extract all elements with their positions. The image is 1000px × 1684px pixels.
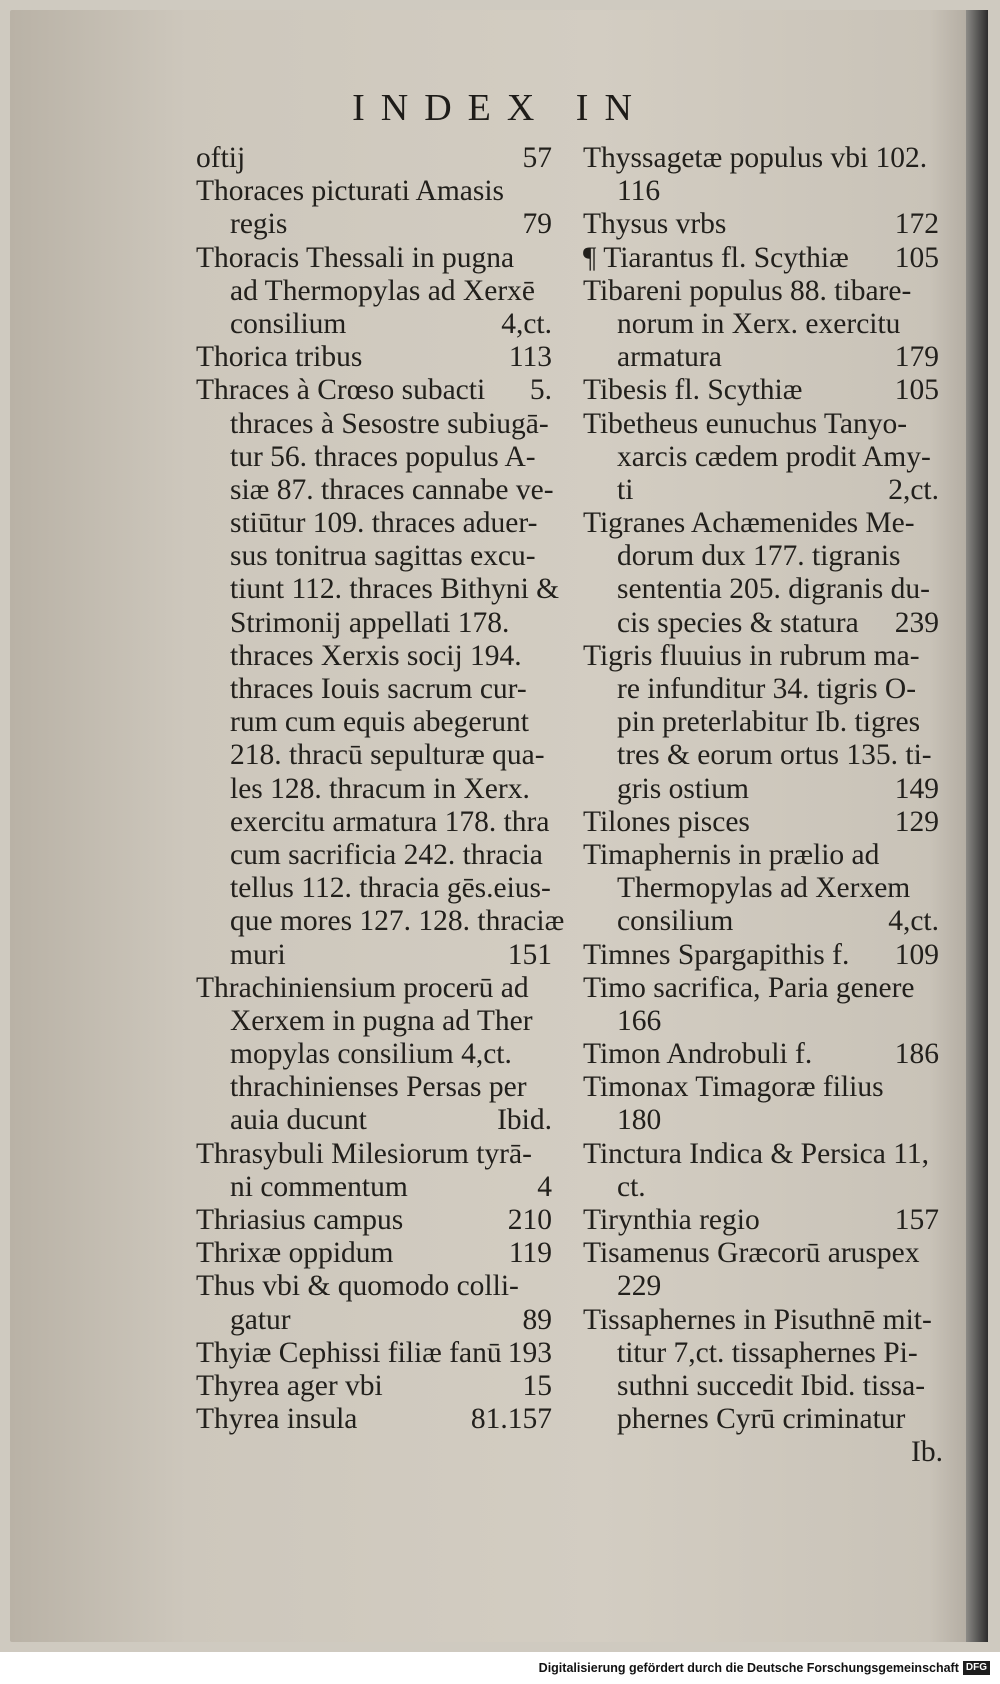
index-text: Tisamenus Græcorū aruspex: [583, 1237, 920, 1270]
index-text: Thyiæ Cephissi filiæ fanū: [196, 1336, 502, 1369]
index-text: que mores 127. 128. thraciæ: [230, 905, 565, 938]
index-text: tur 56. thraces populus A-: [230, 440, 536, 473]
index-text: Thorica tribus: [196, 341, 363, 374]
index-entry: [196, 1237, 556, 1270]
index-line: [196, 1370, 556, 1403]
index-text: dorum dux 177. tigranis: [617, 540, 901, 573]
index-text: Timon Androbuli f.: [583, 1038, 813, 1071]
index-line: [583, 573, 943, 606]
index-text: ni commentum: [230, 1170, 408, 1203]
page-reference: 105: [894, 241, 939, 274]
page-reference: 109: [894, 938, 939, 971]
index-entry: [583, 640, 943, 806]
index-text: Timaphernis in prælio ad: [583, 838, 880, 871]
index-line: [583, 1204, 943, 1237]
index-line: [196, 939, 556, 972]
index-line: [583, 1337, 943, 1370]
index-line: [583, 1370, 943, 1403]
index-line: [583, 408, 943, 441]
index-text: cum sacrificia 242. thracia: [230, 838, 543, 871]
index-text: oftij: [196, 142, 246, 174]
index-line: [583, 1304, 943, 1337]
index-line: [583, 1071, 943, 1104]
index-text: armatura: [617, 341, 722, 374]
index-line: [583, 441, 943, 474]
page-reference: 129: [894, 805, 939, 838]
page-reference: 186: [894, 1038, 939, 1071]
index-text: thrachinienses Persas per: [230, 1071, 527, 1104]
index-text: consilium: [617, 905, 734, 938]
index-line: [583, 905, 943, 938]
index-line: [196, 1403, 556, 1436]
index-text: Thrasybuli Milesiorum tyrā-: [196, 1137, 532, 1170]
index-line: [196, 573, 560, 606]
index-entry: [583, 374, 943, 407]
index-text: re infunditur 34. tigris O-: [617, 673, 917, 705]
index-line: [583, 972, 943, 1005]
page-reference: 5.: [529, 374, 552, 407]
index-line: [583, 374, 943, 407]
index-entry: [583, 1204, 943, 1237]
index-entry: [583, 1304, 943, 1470]
index-line: [196, 242, 556, 275]
index-text: tres & eorum ortus 135. ti-: [617, 739, 932, 772]
index-entry: [583, 1138, 943, 1204]
index-entry: [583, 208, 943, 241]
index-line: [583, 341, 943, 374]
index-entry: [583, 507, 943, 640]
index-entry: [196, 1204, 556, 1237]
index-line: [583, 1038, 943, 1071]
index-line: [583, 640, 943, 673]
book-spine-edge: [966, 10, 988, 1642]
index-text: 166: [617, 1004, 662, 1037]
index-entry: [583, 1237, 943, 1303]
index-line: [583, 208, 943, 241]
running-header: INDEX IN: [352, 87, 648, 129]
index-line: [196, 408, 556, 441]
page-reference: Ibid.: [497, 1104, 552, 1137]
index-text: Tinctura Indica & Persica 11,: [583, 1137, 930, 1170]
index-text: Tissaphernes in Pisuthnē mit-: [583, 1303, 932, 1336]
index-line: [583, 806, 943, 839]
index-text: phernes Cyrū criminatur: [617, 1403, 906, 1436]
index-text: xarcis cædem prodit Amy-: [617, 440, 931, 473]
index-line: [196, 1337, 556, 1370]
index-line: [196, 1171, 556, 1204]
index-line: [583, 773, 943, 806]
index-column-left: [196, 142, 565, 1436]
index-text: titur 7,ct. tissaphernes Pi-: [617, 1336, 918, 1369]
page-reference: 239: [894, 606, 939, 639]
index-line: [196, 1071, 556, 1104]
page-reference: 4: [537, 1170, 552, 1203]
index-line: [196, 341, 556, 374]
index-line: [196, 1104, 556, 1137]
index-text: Thyrea ager vbi: [196, 1369, 383, 1402]
index-text: ti: [617, 473, 634, 506]
index-line: [196, 308, 556, 341]
index-line: [583, 308, 943, 341]
index-text: exercitu armatura 178. thra: [230, 805, 550, 838]
index-text: siæ 87. thraces cannabe ve-: [230, 473, 554, 506]
index-text: Thermopylas ad Xerxem: [617, 872, 911, 905]
index-line: [583, 1436, 943, 1469]
index-line: [196, 1204, 556, 1237]
index-text: tiunt 112. thraces Bithyni &: [230, 573, 560, 606]
index-line: [583, 706, 943, 739]
page-reference: 81.157: [470, 1403, 552, 1436]
digitization-credit: [0, 1652, 1000, 1684]
index-entry: [196, 142, 556, 175]
index-line: [196, 1138, 556, 1171]
index-entry: [583, 242, 943, 275]
index-line: [196, 706, 556, 739]
index-text: 180: [617, 1104, 662, 1137]
index-text: 218. thracū sepulturæ qua-: [230, 739, 545, 772]
index-line: [583, 1270, 943, 1303]
index-text: tellus 112. thracia gēs.eius-: [230, 872, 551, 905]
page-reference: 119: [508, 1237, 552, 1270]
index-entry: [196, 1370, 556, 1403]
index-line: [583, 1403, 943, 1436]
index-text: norum in Xerx. exercitu: [617, 307, 901, 340]
index-text: Thrixæ oppidum: [196, 1237, 394, 1270]
index-entry: [583, 972, 943, 1038]
index-text: gris ostium: [617, 772, 749, 805]
index-line: [196, 208, 556, 241]
index-line: [196, 374, 556, 407]
index-line: [583, 739, 943, 772]
index-line: [583, 507, 943, 540]
index-entry: [196, 1270, 556, 1336]
index-entry: [196, 341, 556, 374]
index-line: [196, 441, 556, 474]
index-line: [196, 1005, 556, 1038]
index-text: thraces à Sesostre subiugā-: [230, 407, 549, 440]
page-reference: 193: [507, 1336, 552, 1369]
index-entry: [196, 1138, 556, 1204]
page-reference: 89: [522, 1303, 552, 1336]
page-reference: 113: [508, 341, 552, 374]
index-entry: [196, 1403, 556, 1436]
index-line: [583, 839, 943, 872]
index-line: [196, 839, 556, 872]
index-entry: [583, 806, 943, 839]
index-line: [196, 275, 556, 308]
index-text: consilium: [230, 307, 347, 340]
index-line: [583, 872, 943, 905]
page-reference: 157: [894, 1204, 939, 1236]
index-column-right: [583, 142, 943, 1470]
index-text: les 128. thracum in Xerx.: [230, 772, 530, 805]
index-text: rum cum equis abegerunt: [230, 706, 530, 739]
index-text: Tirynthia regio: [583, 1204, 760, 1236]
index-text: mopylas consilium 4,ct.: [230, 1038, 512, 1071]
index-text: muri: [230, 938, 286, 971]
index-text: gatur: [230, 1303, 291, 1336]
index-text: thraces Iouis sacrum cur-: [230, 673, 527, 705]
index-line: [196, 773, 556, 806]
index-line: [583, 939, 943, 972]
index-entry: [196, 972, 556, 1138]
index-text: Ib.: [911, 1436, 943, 1469]
index-text: Thoraces picturati Amasis: [196, 175, 505, 208]
index-text: Tigranes Achæmenides Me-: [583, 507, 915, 540]
index-text: Thraces à Crœso subacti: [196, 374, 486, 407]
index-text: Strimonij appellati 178.: [230, 606, 510, 639]
page-reference: 57: [522, 142, 552, 174]
index-text: auia ducunt: [230, 1104, 367, 1137]
index-line: [196, 1304, 556, 1337]
page-reference: 179: [894, 341, 939, 374]
index-text: Thoracis Thessali in pugna: [196, 241, 515, 274]
index-line: [583, 242, 943, 275]
index-line: [196, 607, 556, 640]
index-line: [583, 474, 943, 507]
index-line: [583, 175, 943, 208]
dfg-logo: DFG: [963, 1661, 990, 1675]
index-line: [583, 1104, 943, 1137]
index-entry: [583, 839, 943, 939]
index-text: Thriasius campus: [196, 1204, 404, 1236]
index-entry: [583, 1038, 943, 1071]
index-line: [196, 175, 556, 208]
index-text: 116: [617, 175, 661, 208]
index-line: [196, 972, 556, 1005]
index-line: [196, 806, 556, 839]
index-line: [583, 1138, 943, 1171]
page-reference: 15: [522, 1369, 552, 1402]
index-line: [583, 540, 943, 573]
index-text: cis species & statura: [617, 606, 859, 639]
index-text: Timo sacrifica, Paria genere: [583, 971, 915, 1004]
page-reference: 151: [507, 938, 552, 971]
index-entry: [196, 175, 556, 241]
index-text: ad Thermopylas ad Xerxē: [230, 274, 535, 307]
index-entry: [583, 939, 943, 972]
index-text: Timnes Spargapithis f.: [583, 938, 850, 971]
index-text: Thus vbi & quomodo colli-: [196, 1270, 519, 1303]
index-line: [583, 1005, 943, 1038]
page-reference: 2,ct.: [888, 473, 939, 506]
index-text: sus tonitrua sagittas excu-: [230, 540, 536, 573]
page-reference: 105: [894, 374, 939, 407]
index-text: ¶ Tiarantus fl. Scythiæ: [583, 241, 849, 274]
index-text: thraces Xerxis socij 194.: [230, 639, 522, 672]
index-text: Tibesis fl. Scythiæ: [583, 374, 803, 407]
page-reference: 210: [507, 1204, 552, 1236]
index-line: [583, 142, 943, 175]
index-text: 229: [617, 1270, 662, 1303]
index-entry: [583, 142, 943, 208]
index-text: Tibetheus eunuchus Tanyo-: [583, 407, 908, 440]
page-reference: 172: [894, 208, 939, 241]
index-text: suthni succedit Ibid. tissa-: [617, 1369, 926, 1402]
page-reference: 4,ct.: [888, 905, 939, 938]
index-entry: [196, 242, 556, 342]
index-entry: [196, 374, 565, 971]
index-line: [196, 1038, 556, 1071]
index-line: [196, 739, 556, 772]
index-entry: [583, 408, 943, 508]
index-text: pin preterlabitur Ib. tigres: [617, 706, 921, 739]
index-line: [196, 1237, 556, 1270]
page-reference: 4,ct.: [501, 307, 552, 340]
index-entry: [583, 275, 943, 375]
index-text: Thyssagetæ populus vbi 102.: [583, 142, 928, 174]
index-line: [196, 905, 565, 938]
page-reference: 149: [894, 772, 939, 805]
index-line: [583, 1237, 943, 1270]
index-text: Xerxem in pugna ad Ther: [230, 1004, 533, 1037]
index-text: stiūtur 109. thraces aduer-: [230, 507, 538, 540]
index-text: Thysus vrbs: [583, 208, 727, 241]
index-text: ct.: [617, 1170, 646, 1203]
index-text: sententia 205. digranis du-: [617, 573, 930, 606]
index-text: Tigris fluuius in rubrum ma-: [583, 639, 920, 672]
credit-text: Digitalisierung gefördert durch die Deutsche Forschungsgemeinschaft: [538, 1661, 959, 1675]
index-line: [196, 872, 556, 905]
index-entry: [583, 1071, 943, 1137]
index-line: [583, 1171, 943, 1204]
index-text: Thrachiniensium procerū ad: [196, 971, 529, 1004]
index-line: [196, 673, 556, 706]
index-text: Tibareni populus 88. tibare-: [583, 274, 912, 307]
index-line: [196, 507, 556, 540]
index-text: Tilones pisces: [583, 805, 750, 838]
index-line: [196, 142, 556, 175]
index-line: [196, 640, 556, 673]
index-line: [196, 540, 556, 573]
index-text: Thyrea insula: [196, 1403, 358, 1436]
index-line: [196, 1270, 556, 1303]
index-line: [196, 474, 556, 507]
index-line: [583, 275, 943, 308]
page-reference: 79: [522, 208, 552, 241]
index-text: regis: [230, 208, 288, 241]
index-line: [583, 673, 943, 706]
index-entry: [196, 1337, 556, 1370]
index-text: Timonax Timagoræ filius: [583, 1071, 884, 1104]
index-line: [583, 607, 943, 640]
